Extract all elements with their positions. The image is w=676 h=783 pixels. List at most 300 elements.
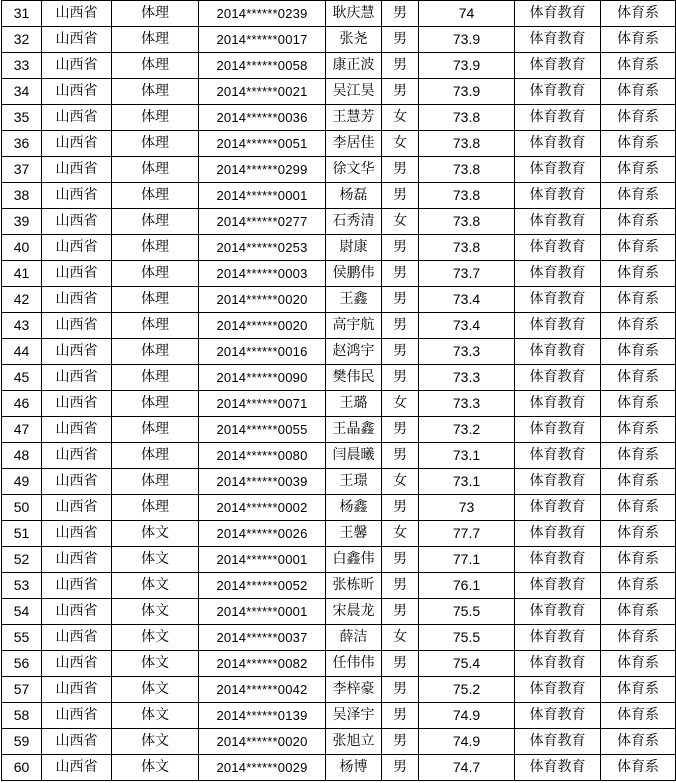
exam-id-cell: 2014******0017 (199, 27, 326, 53)
department-cell: 体育系 (601, 131, 676, 157)
score-cell: 75.4 (419, 651, 515, 677)
row-number-cell: 32 (2, 27, 42, 53)
score-cell: 74.9 (419, 729, 515, 755)
score-cell: 73.2 (419, 417, 515, 443)
row-number-cell: 56 (2, 651, 42, 677)
gender-cell: 男 (382, 651, 419, 677)
table-row (2, 1, 676, 27)
student-name-cell: 王璟 (326, 469, 382, 495)
category-cell: 体理 (112, 495, 199, 521)
province-cell: 山西省 (42, 261, 112, 287)
table-row (2, 287, 676, 313)
province-cell: 山西省 (42, 599, 112, 625)
major-cell: 体育教育 (515, 131, 601, 157)
department-cell: 体育系 (601, 521, 676, 547)
gender-cell: 男 (382, 573, 419, 599)
major-cell: 体育教育 (515, 703, 601, 729)
admission-table (1, 0, 676, 781)
table-row (2, 573, 676, 599)
score-cell: 74.7 (419, 755, 515, 781)
category-cell: 体理 (112, 261, 199, 287)
province-cell: 山西省 (42, 625, 112, 651)
major-cell: 体育教育 (515, 183, 601, 209)
exam-id-cell: 2014******0080 (199, 443, 326, 469)
table-row (2, 313, 676, 339)
student-name-cell: 赵鸿宇 (326, 339, 382, 365)
score-cell: 73.3 (419, 391, 515, 417)
department-cell: 体育系 (601, 651, 676, 677)
major-cell: 体育教育 (515, 417, 601, 443)
province-cell: 山西省 (42, 677, 112, 703)
province-cell: 山西省 (42, 443, 112, 469)
row-number-cell: 55 (2, 625, 42, 651)
table-row (2, 339, 676, 365)
department-cell: 体育系 (601, 105, 676, 131)
table-row (2, 209, 676, 235)
gender-cell: 男 (382, 365, 419, 391)
score-cell: 73.1 (419, 469, 515, 495)
category-cell: 体理 (112, 105, 199, 131)
category-cell: 体理 (112, 157, 199, 183)
major-cell: 体育教育 (515, 443, 601, 469)
student-name-cell: 杨博 (326, 755, 382, 781)
row-number-cell: 51 (2, 521, 42, 547)
major-cell: 体育教育 (515, 755, 601, 781)
department-cell: 体育系 (601, 547, 676, 573)
category-cell: 体理 (112, 339, 199, 365)
province-cell: 山西省 (42, 755, 112, 781)
gender-cell: 男 (382, 495, 419, 521)
score-cell: 73 (419, 495, 515, 521)
category-cell: 体理 (112, 79, 199, 105)
exam-id-cell: 2014******0277 (199, 209, 326, 235)
row-number-cell: 48 (2, 443, 42, 469)
exam-id-cell: 2014******0020 (199, 313, 326, 339)
student-name-cell: 王馨 (326, 521, 382, 547)
row-number-cell: 47 (2, 417, 42, 443)
exam-id-cell: 2014******0001 (199, 599, 326, 625)
province-cell: 山西省 (42, 131, 112, 157)
department-cell: 体育系 (601, 261, 676, 287)
exam-id-cell: 2014******0299 (199, 157, 326, 183)
table-row (2, 547, 676, 573)
category-cell: 体理 (112, 417, 199, 443)
score-cell: 74.9 (419, 703, 515, 729)
gender-cell: 男 (382, 677, 419, 703)
score-cell: 73.9 (419, 53, 515, 79)
gender-cell: 女 (382, 469, 419, 495)
major-cell: 体育教育 (515, 313, 601, 339)
table-row (2, 183, 676, 209)
gender-cell: 男 (382, 313, 419, 339)
province-cell: 山西省 (42, 417, 112, 443)
exam-id-cell: 2014******0082 (199, 651, 326, 677)
table-row (2, 729, 676, 755)
category-cell: 体文 (112, 703, 199, 729)
gender-cell: 女 (382, 391, 419, 417)
category-cell: 体理 (112, 313, 199, 339)
student-name-cell: 杨磊 (326, 183, 382, 209)
gender-cell: 男 (382, 599, 419, 625)
exam-id-cell: 2014******0051 (199, 131, 326, 157)
province-cell: 山西省 (42, 573, 112, 599)
province-cell: 山西省 (42, 27, 112, 53)
score-cell: 76.1 (419, 573, 515, 599)
category-cell: 体理 (112, 27, 199, 53)
row-number-cell: 57 (2, 677, 42, 703)
category-cell: 体理 (112, 235, 199, 261)
row-number-cell: 45 (2, 365, 42, 391)
table-row (2, 625, 676, 651)
student-name-cell: 耿庆慧 (326, 1, 382, 27)
category-cell: 体理 (112, 1, 199, 27)
table-row (2, 105, 676, 131)
province-cell: 山西省 (42, 287, 112, 313)
exam-id-cell: 2014******0055 (199, 417, 326, 443)
province-cell: 山西省 (42, 157, 112, 183)
department-cell: 体育系 (601, 209, 676, 235)
exam-id-cell: 2014******0001 (199, 183, 326, 209)
score-cell: 74 (419, 1, 515, 27)
major-cell: 体育教育 (515, 677, 601, 703)
table-row (2, 651, 676, 677)
department-cell: 体育系 (601, 183, 676, 209)
exam-id-cell: 2014******0239 (199, 1, 326, 27)
gender-cell: 男 (382, 703, 419, 729)
major-cell: 体育教育 (515, 573, 601, 599)
student-name-cell: 吴江昊 (326, 79, 382, 105)
student-name-cell: 徐文华 (326, 157, 382, 183)
student-name-cell: 李居佳 (326, 131, 382, 157)
exam-id-cell: 2014******0020 (199, 729, 326, 755)
major-cell: 体育教育 (515, 547, 601, 573)
exam-id-cell: 2014******0037 (199, 625, 326, 651)
exam-id-cell: 2014******0039 (199, 469, 326, 495)
student-name-cell: 王晶鑫 (326, 417, 382, 443)
score-cell: 73.8 (419, 209, 515, 235)
row-number-cell: 43 (2, 313, 42, 339)
score-cell: 73.8 (419, 183, 515, 209)
province-cell: 山西省 (42, 339, 112, 365)
student-name-cell: 樊伟民 (326, 365, 382, 391)
table-row (2, 521, 676, 547)
student-name-cell: 尉康 (326, 235, 382, 261)
category-cell: 体文 (112, 729, 199, 755)
student-name-cell: 白鑫伟 (326, 547, 382, 573)
major-cell: 体育教育 (515, 391, 601, 417)
table-row (2, 703, 676, 729)
table-row (2, 79, 676, 105)
exam-id-cell: 2014******0042 (199, 677, 326, 703)
student-name-cell: 张尧 (326, 27, 382, 53)
department-cell: 体育系 (601, 53, 676, 79)
category-cell: 体理 (112, 209, 199, 235)
table-row (2, 391, 676, 417)
row-number-cell: 34 (2, 79, 42, 105)
department-cell: 体育系 (601, 417, 676, 443)
student-name-cell: 石秀清 (326, 209, 382, 235)
major-cell: 体育教育 (515, 469, 601, 495)
score-cell: 73.3 (419, 365, 515, 391)
department-cell: 体育系 (601, 495, 676, 521)
category-cell: 体文 (112, 521, 199, 547)
student-name-cell: 宋晨龙 (326, 599, 382, 625)
major-cell: 体育教育 (515, 27, 601, 53)
gender-cell: 男 (382, 729, 419, 755)
major-cell: 体育教育 (515, 287, 601, 313)
major-cell: 体育教育 (515, 235, 601, 261)
department-cell: 体育系 (601, 27, 676, 53)
table-row (2, 469, 676, 495)
department-cell: 体育系 (601, 287, 676, 313)
student-name-cell: 张栋昕 (326, 573, 382, 599)
category-cell: 体理 (112, 391, 199, 417)
student-name-cell: 康正波 (326, 53, 382, 79)
table-row (2, 235, 676, 261)
major-cell: 体育教育 (515, 339, 601, 365)
exam-id-cell: 2014******0021 (199, 79, 326, 105)
department-cell: 体育系 (601, 313, 676, 339)
student-name-cell: 侯鹏伟 (326, 261, 382, 287)
table-row (2, 53, 676, 79)
row-number-cell: 46 (2, 391, 42, 417)
exam-id-cell: 2014******0003 (199, 261, 326, 287)
score-cell: 73.8 (419, 157, 515, 183)
student-name-cell: 王鑫 (326, 287, 382, 313)
province-cell: 山西省 (42, 53, 112, 79)
exam-id-cell: 2014******0036 (199, 105, 326, 131)
province-cell: 山西省 (42, 313, 112, 339)
category-cell: 体理 (112, 443, 199, 469)
exam-id-cell: 2014******0020 (199, 287, 326, 313)
major-cell: 体育教育 (515, 209, 601, 235)
gender-cell: 女 (382, 625, 419, 651)
row-number-cell: 52 (2, 547, 42, 573)
exam-id-cell: 2014******0052 (199, 573, 326, 599)
province-cell: 山西省 (42, 365, 112, 391)
major-cell: 体育教育 (515, 105, 601, 131)
student-name-cell: 张旭立 (326, 729, 382, 755)
province-cell: 山西省 (42, 105, 112, 131)
category-cell: 体理 (112, 469, 199, 495)
department-cell: 体育系 (601, 573, 676, 599)
gender-cell: 男 (382, 183, 419, 209)
exam-id-cell: 2014******0029 (199, 755, 326, 781)
department-cell: 体育系 (601, 599, 676, 625)
row-number-cell: 54 (2, 599, 42, 625)
score-cell: 73.3 (419, 339, 515, 365)
gender-cell: 男 (382, 1, 419, 27)
gender-cell: 男 (382, 79, 419, 105)
province-cell: 山西省 (42, 235, 112, 261)
province-cell: 山西省 (42, 183, 112, 209)
department-cell: 体育系 (601, 625, 676, 651)
gender-cell: 男 (382, 261, 419, 287)
student-name-cell: 任伟伟 (326, 651, 382, 677)
table-row (2, 27, 676, 53)
department-cell: 体育系 (601, 755, 676, 781)
student-name-cell: 高宇航 (326, 313, 382, 339)
department-cell: 体育系 (601, 339, 676, 365)
table-row (2, 755, 676, 781)
major-cell: 体育教育 (515, 79, 601, 105)
gender-cell: 女 (382, 209, 419, 235)
province-cell: 山西省 (42, 1, 112, 27)
row-number-cell: 40 (2, 235, 42, 261)
province-cell: 山西省 (42, 209, 112, 235)
score-cell: 73.9 (419, 79, 515, 105)
row-number-cell: 49 (2, 469, 42, 495)
score-cell: 73.8 (419, 105, 515, 131)
category-cell: 体文 (112, 755, 199, 781)
major-cell: 体育教育 (515, 651, 601, 677)
department-cell: 体育系 (601, 1, 676, 27)
row-number-cell: 59 (2, 729, 42, 755)
category-cell: 体文 (112, 677, 199, 703)
department-cell: 体育系 (601, 677, 676, 703)
table-row (2, 157, 676, 183)
department-cell: 体育系 (601, 79, 676, 105)
exam-id-cell: 2014******0058 (199, 53, 326, 79)
table-row (2, 677, 676, 703)
student-name-cell: 王璐 (326, 391, 382, 417)
department-cell: 体育系 (601, 235, 676, 261)
table-row (2, 261, 676, 287)
exam-id-cell: 2014******0071 (199, 391, 326, 417)
major-cell: 体育教育 (515, 521, 601, 547)
gender-cell: 女 (382, 131, 419, 157)
province-cell: 山西省 (42, 729, 112, 755)
row-number-cell: 58 (2, 703, 42, 729)
student-name-cell: 薛洁 (326, 625, 382, 651)
table-body (2, 1, 676, 781)
row-number-cell: 37 (2, 157, 42, 183)
table-row (2, 365, 676, 391)
score-cell: 73.8 (419, 235, 515, 261)
department-cell: 体育系 (601, 157, 676, 183)
category-cell: 体文 (112, 547, 199, 573)
major-cell: 体育教育 (515, 1, 601, 27)
department-cell: 体育系 (601, 391, 676, 417)
score-cell: 77.1 (419, 547, 515, 573)
major-cell: 体育教育 (515, 261, 601, 287)
gender-cell: 男 (382, 157, 419, 183)
gender-cell: 男 (382, 417, 419, 443)
department-cell: 体育系 (601, 729, 676, 755)
exam-id-cell: 2014******0253 (199, 235, 326, 261)
student-name-cell: 闫晨曦 (326, 443, 382, 469)
score-cell: 75.5 (419, 599, 515, 625)
gender-cell: 男 (382, 235, 419, 261)
row-number-cell: 60 (2, 755, 42, 781)
row-number-cell: 42 (2, 287, 42, 313)
major-cell: 体育教育 (515, 729, 601, 755)
gender-cell: 男 (382, 27, 419, 53)
student-name-cell: 杨鑫 (326, 495, 382, 521)
province-cell: 山西省 (42, 469, 112, 495)
category-cell: 体文 (112, 573, 199, 599)
table-row (2, 495, 676, 521)
score-cell: 73.4 (419, 287, 515, 313)
student-name-cell: 吴泽宇 (326, 703, 382, 729)
category-cell: 体文 (112, 651, 199, 677)
row-number-cell: 36 (2, 131, 42, 157)
student-name-cell: 李梓豪 (326, 677, 382, 703)
major-cell: 体育教育 (515, 495, 601, 521)
row-number-cell: 35 (2, 105, 42, 131)
exam-id-cell: 2014******0026 (199, 521, 326, 547)
table-row (2, 131, 676, 157)
department-cell: 体育系 (601, 443, 676, 469)
table-row (2, 417, 676, 443)
category-cell: 体文 (112, 625, 199, 651)
score-cell: 75.2 (419, 677, 515, 703)
category-cell: 体文 (112, 599, 199, 625)
row-number-cell: 33 (2, 53, 42, 79)
province-cell: 山西省 (42, 495, 112, 521)
major-cell: 体育教育 (515, 53, 601, 79)
gender-cell: 男 (382, 287, 419, 313)
table-row (2, 443, 676, 469)
score-cell: 73.1 (419, 443, 515, 469)
category-cell: 体理 (112, 365, 199, 391)
department-cell: 体育系 (601, 469, 676, 495)
category-cell: 体理 (112, 53, 199, 79)
score-cell: 73.8 (419, 131, 515, 157)
row-number-cell: 39 (2, 209, 42, 235)
major-cell: 体育教育 (515, 625, 601, 651)
row-number-cell: 38 (2, 183, 42, 209)
score-cell: 77.7 (419, 521, 515, 547)
gender-cell: 男 (382, 339, 419, 365)
exam-id-cell: 2014******0016 (199, 339, 326, 365)
province-cell: 山西省 (42, 521, 112, 547)
category-cell: 体理 (112, 131, 199, 157)
score-cell: 73.4 (419, 313, 515, 339)
row-number-cell: 44 (2, 339, 42, 365)
province-cell: 山西省 (42, 651, 112, 677)
province-cell: 山西省 (42, 79, 112, 105)
exam-id-cell: 2014******0001 (199, 547, 326, 573)
exam-id-cell: 2014******0090 (199, 365, 326, 391)
gender-cell: 男 (382, 547, 419, 573)
row-number-cell: 50 (2, 495, 42, 521)
score-cell: 75.5 (419, 625, 515, 651)
gender-cell: 男 (382, 443, 419, 469)
category-cell: 体理 (112, 183, 199, 209)
table-row (2, 599, 676, 625)
province-cell: 山西省 (42, 703, 112, 729)
category-cell: 体理 (112, 287, 199, 313)
major-cell: 体育教育 (515, 157, 601, 183)
student-name-cell: 王慧芳 (326, 105, 382, 131)
province-cell: 山西省 (42, 391, 112, 417)
gender-cell: 男 (382, 53, 419, 79)
department-cell: 体育系 (601, 365, 676, 391)
major-cell: 体育教育 (515, 365, 601, 391)
score-cell: 73.7 (419, 261, 515, 287)
gender-cell: 男 (382, 755, 419, 781)
gender-cell: 女 (382, 521, 419, 547)
row-number-cell: 41 (2, 261, 42, 287)
exam-id-cell: 2014******0002 (199, 495, 326, 521)
department-cell: 体育系 (601, 703, 676, 729)
gender-cell: 女 (382, 105, 419, 131)
province-cell: 山西省 (42, 547, 112, 573)
exam-id-cell: 2014******0139 (199, 703, 326, 729)
score-cell: 73.9 (419, 27, 515, 53)
row-number-cell: 31 (2, 1, 42, 27)
